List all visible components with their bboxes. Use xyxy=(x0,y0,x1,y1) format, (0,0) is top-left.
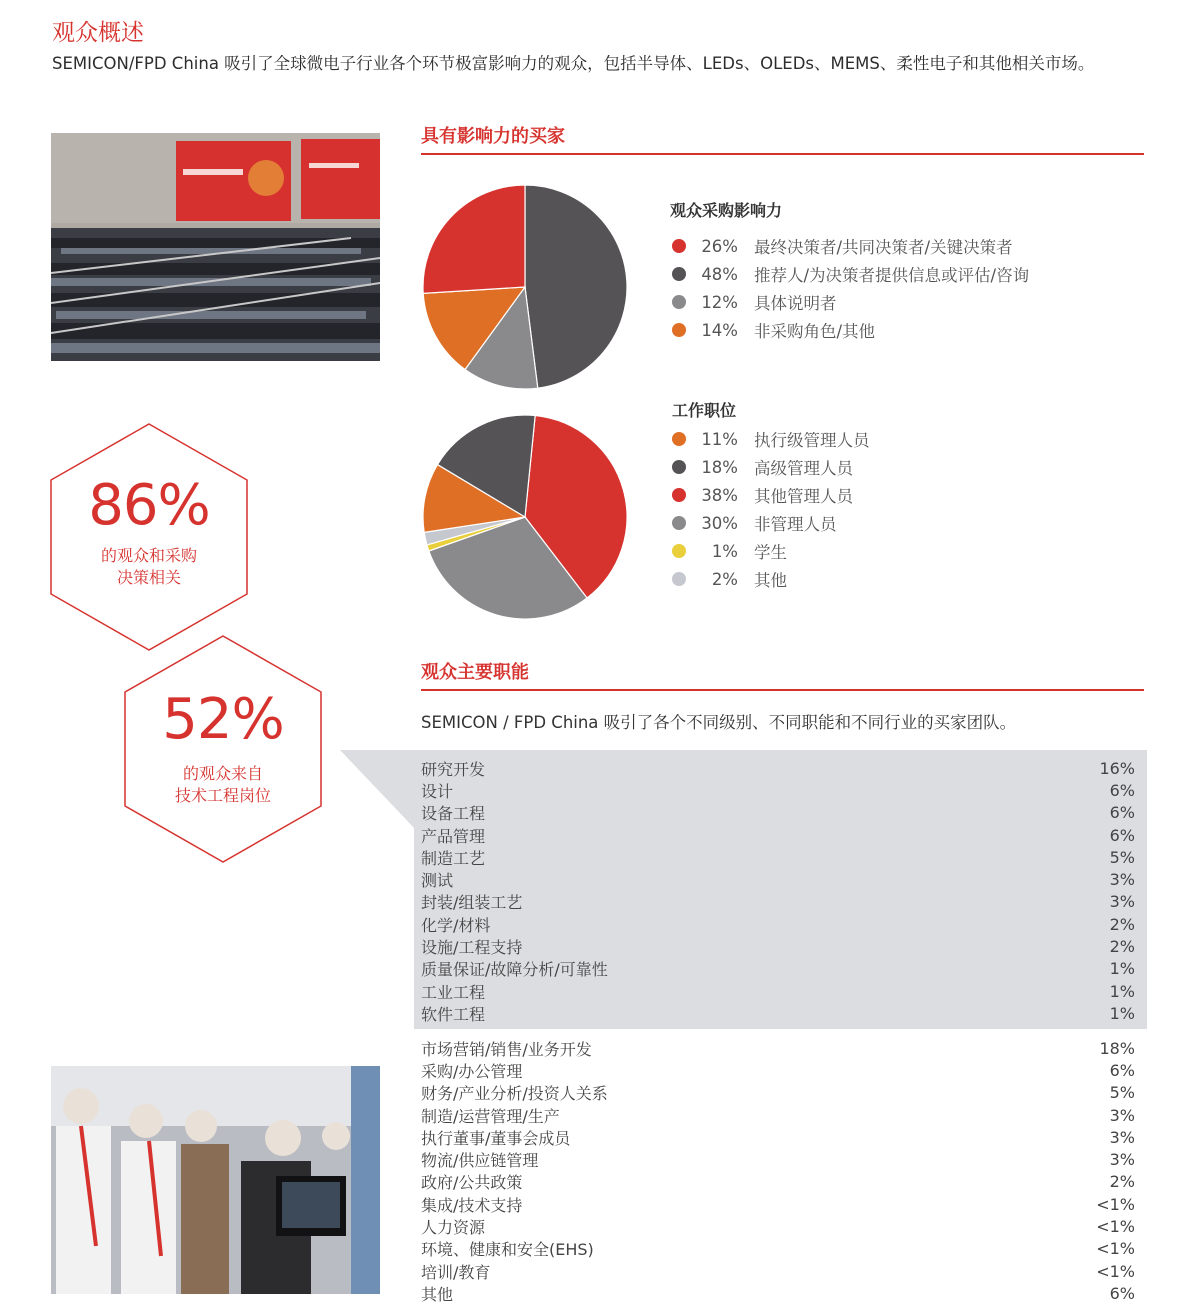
function-percent: 3% xyxy=(1109,870,1135,890)
legend-percent: 12% xyxy=(701,292,738,312)
pie-slice xyxy=(423,185,525,293)
function-label: 执行董事/董事会成员 xyxy=(421,1128,571,1148)
legend-item xyxy=(672,565,1112,593)
function-percent: 2% xyxy=(1109,937,1135,957)
function-row xyxy=(421,913,1147,935)
function-row xyxy=(421,1193,1147,1215)
job-legend-title: 工作职位 xyxy=(672,401,737,420)
stat-hexagon-52 xyxy=(124,635,322,863)
function-row xyxy=(421,1037,1147,1059)
buyers-heading: 具有影响力的买家 xyxy=(421,126,565,147)
purchase-legend xyxy=(672,232,1112,344)
callout-pointer xyxy=(340,750,416,830)
function-label: 软件工程 xyxy=(421,1004,486,1024)
function-label: 采购/办公管理 xyxy=(421,1061,523,1081)
legend-item xyxy=(672,288,1112,316)
function-label: 设备工程 xyxy=(421,804,486,824)
function-percent: 3% xyxy=(1109,892,1135,912)
function-percent: 5% xyxy=(1109,847,1135,867)
function-row xyxy=(421,891,1147,913)
legend-label: 最终决策者/共同决策者/关键决策者 xyxy=(754,238,1013,257)
function-label: 产品管理 xyxy=(421,826,486,846)
legend-label: 非管理人员 xyxy=(754,515,837,534)
legend-dot-icon xyxy=(672,488,686,502)
function-label: 化学/材料 xyxy=(421,915,491,935)
legend-percent: 2% xyxy=(711,569,738,589)
legend-item xyxy=(672,316,1112,344)
functions-heading: 观众主要职能 xyxy=(421,662,529,683)
function-label: 培训/教育 xyxy=(421,1262,491,1282)
function-label: 设施/工程支持 xyxy=(421,938,523,958)
function-row xyxy=(421,1260,1147,1282)
function-row xyxy=(421,1104,1147,1126)
visitors-photo xyxy=(51,1066,380,1294)
function-percent: 1% xyxy=(1109,981,1135,1001)
function-row xyxy=(421,868,1147,890)
stat-caption-line1: 的观众来自 xyxy=(182,764,263,783)
function-label: 设计 xyxy=(421,781,454,801)
function-row xyxy=(421,1171,1147,1193)
legend-dot-icon xyxy=(672,432,686,446)
legend-percent: 11% xyxy=(701,429,738,449)
purchase-influence-pie xyxy=(421,183,629,391)
function-label: 制造/运营管理/生产 xyxy=(421,1106,560,1126)
function-percent: 3% xyxy=(1109,1150,1135,1170)
function-row xyxy=(421,802,1147,824)
function-percent: 6% xyxy=(1109,1060,1135,1080)
function-percent: <1% xyxy=(1096,1194,1135,1214)
function-row xyxy=(421,935,1147,957)
legend-label: 其他 xyxy=(754,571,787,590)
section-divider xyxy=(421,153,1144,155)
function-row xyxy=(421,1215,1147,1237)
legend-item xyxy=(672,425,1112,453)
stat-caption-line1: 的观众和采购 xyxy=(100,546,197,565)
function-percent: 5% xyxy=(1109,1083,1135,1103)
function-row xyxy=(421,980,1147,1002)
legend-percent: 38% xyxy=(701,485,738,505)
legend-percent: 1% xyxy=(711,541,738,561)
functions-intro: SEMICON / FPD China 吸引了各个不同级别、不同职能和不同行业的买家团队。 xyxy=(421,713,1017,732)
function-percent: 6% xyxy=(1109,803,1135,823)
stat-value: 86% xyxy=(88,473,210,538)
page-title: 观众概述 xyxy=(52,20,144,46)
function-percent: <1% xyxy=(1096,1239,1135,1259)
function-percent: 16% xyxy=(1099,758,1135,778)
legend-dot-icon xyxy=(672,239,686,253)
legend-percent: 18% xyxy=(701,457,738,477)
legend-dot-icon xyxy=(672,267,686,281)
legend-item xyxy=(672,481,1112,509)
function-label: 研究开发 xyxy=(421,759,486,779)
function-row xyxy=(421,1002,1147,1024)
function-row xyxy=(421,846,1147,868)
legend-label: 高级管理人员 xyxy=(754,459,853,478)
function-percent: 2% xyxy=(1109,1172,1135,1192)
stat-hexagon-86 xyxy=(50,423,248,651)
legend-label: 具体说明者 xyxy=(754,294,837,313)
function-percent: 3% xyxy=(1109,1105,1135,1125)
function-label: 制造工艺 xyxy=(421,848,486,868)
section-divider xyxy=(421,689,1144,691)
function-label: 集成/技术支持 xyxy=(421,1195,523,1215)
function-label: 环境、健康和安全(EHS) xyxy=(421,1240,594,1260)
function-percent: 18% xyxy=(1099,1038,1135,1058)
legend-label: 其他管理人员 xyxy=(754,487,853,506)
function-percent: <1% xyxy=(1096,1261,1135,1281)
function-label: 封装/组装工艺 xyxy=(421,893,523,913)
stat-caption-line2: 决策相关 xyxy=(116,568,181,587)
function-percent: 6% xyxy=(1109,825,1135,845)
function-row xyxy=(421,779,1147,801)
function-label: 市场营销/销售/业务开发 xyxy=(421,1039,592,1059)
legend-dot-icon xyxy=(672,295,686,309)
function-row xyxy=(421,1082,1147,1104)
function-label: 政府/公共政策 xyxy=(421,1173,523,1193)
legend-dot-icon xyxy=(672,544,686,558)
job-legend xyxy=(672,425,1112,593)
function-label: 质量保证/故障分析/可靠性 xyxy=(421,960,608,980)
legend-label: 学生 xyxy=(754,543,787,562)
function-percent: 1% xyxy=(1109,1003,1135,1023)
legend-item xyxy=(672,260,1112,288)
legend-item xyxy=(672,453,1112,481)
job-title-pie xyxy=(421,413,629,621)
purchase-legend-title: 观众采购影响力 xyxy=(670,201,783,220)
function-row xyxy=(421,757,1147,779)
legend-dot-icon xyxy=(672,323,686,337)
function-percent: 1% xyxy=(1109,959,1135,979)
legend-percent: 48% xyxy=(701,264,738,284)
legend-label: 推荐人/为决策者提供信息或评估/咨询 xyxy=(754,266,1030,285)
function-row xyxy=(421,824,1147,846)
legend-dot-icon xyxy=(672,572,686,586)
function-label: 工业工程 xyxy=(421,982,486,1002)
function-row xyxy=(421,1282,1147,1304)
function-percent: 2% xyxy=(1109,914,1135,934)
legend-item xyxy=(672,509,1112,537)
page-intro: SEMICON/FPD China 吸引了全球微电子行业各个环节极富影响力的观众，包括半导体、LEDs、OLEDs、MEMS、柔性电子和其他相关市场。 xyxy=(52,54,1095,73)
stat-caption-line2: 技术工程岗位 xyxy=(174,786,271,805)
legend-dot-icon xyxy=(672,516,686,530)
function-percent: 6% xyxy=(1109,780,1135,800)
function-label: 物流/供应链管理 xyxy=(421,1151,539,1171)
legend-label: 执行级管理人员 xyxy=(754,431,870,450)
function-label: 财务/产业分析/投资人关系 xyxy=(421,1084,608,1104)
function-row xyxy=(421,1126,1147,1148)
function-label: 测试 xyxy=(421,871,454,891)
function-percent: 3% xyxy=(1109,1127,1135,1147)
other-functions-list xyxy=(421,1037,1147,1305)
technical-functions-list xyxy=(421,757,1147,1025)
legend-item xyxy=(672,232,1112,260)
legend-percent: 30% xyxy=(701,513,738,533)
function-row xyxy=(421,1059,1147,1081)
legend-label: 非采购角色/其他 xyxy=(754,322,876,341)
pie-slice xyxy=(525,185,627,388)
function-row xyxy=(421,1238,1147,1260)
stat-value: 52% xyxy=(162,687,284,752)
legend-percent: 14% xyxy=(701,320,738,340)
function-label: 其他 xyxy=(421,1284,454,1304)
function-percent: 6% xyxy=(1109,1283,1135,1303)
legend-dot-icon xyxy=(672,460,686,474)
function-row xyxy=(421,958,1147,980)
function-label: 人力资源 xyxy=(421,1218,486,1238)
crowd-photo xyxy=(51,133,380,361)
function-row xyxy=(421,1148,1147,1170)
function-percent: <1% xyxy=(1096,1217,1135,1237)
legend-percent: 26% xyxy=(701,236,738,256)
legend-item xyxy=(672,537,1112,565)
